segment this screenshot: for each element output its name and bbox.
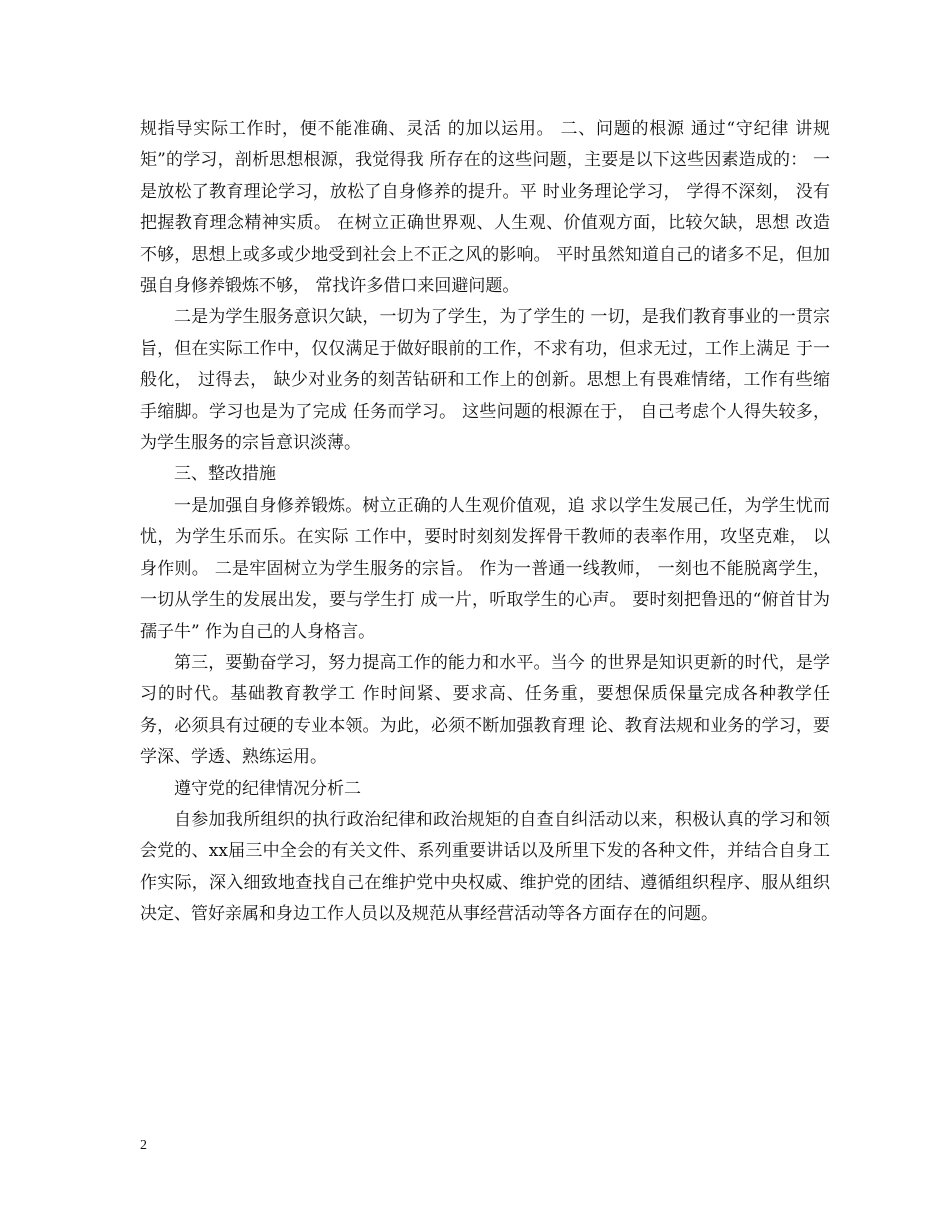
paragraph-diligent-study: 第三，要勤奋学习，努力提高工作的能力和水平。当今 的世界是知识更新的时代，是学习的时代。基础教育教学工 作时间紧、要求高、任务重，要想保质保量完成各种教学任 务，必须具有过硬的专业本领。为此，必须不断加强教育理 论、教育法规和业务的学习，要学深、学透、熟练运用。 <box>140 652 830 768</box>
paragraph-service-awareness: 二是为学生服务意识欠缺，一切为了学生，为了学生的 一切，是我们教育事业的一贯宗旨，但在实际工作中，仅仅满足于做好眼前的工作，不求有功，但求无过，工作上满足 于一般化， 过得去， 缺少对业务的刻苦钻研和工作上的创新。思想上有畏难情绪，工作有些缩手缩脚。学习也是为了完成 任务而学习。 这些问题的根源在于， 自己考虑个人得失较多， 为学生服务的宗旨意识淡薄。 <box>140 307 830 454</box>
section-heading-rectification: 三、整改措施 <box>174 464 276 485</box>
paragraph-root-causes: 规指导实际工作时，便不能准确、灵活 的加以运用。 二、问题的根源 通过“守纪律 讲规矩”的学习，剖析思想根源，我觉得我 所存在的这些问题，主要是以下这些因素造成的： 一是放松了教育理论学习，放松了自身修养的提升。平 时业务理论学习， 学得不深刻， 没有把握教育理念精神实质。 在树立正确世界观、人生观、价值观方面，比较欠缺，思想 改造不够，思想上或多或少地受到社会上不正之风的影响。 平时虽然知道自己的诸多不足，但加强自身修养锻炼不够， 常找许多借口来回避问题。 <box>140 119 830 297</box>
paragraph-self-cultivation: 一是加强自身修养锻炼。树立正确的人生观价值观，追 求以学生发展己任，为学生忧而忧，为学生乐而乐。在实际 工作中，要时时刻刻发挥骨干教师的表率作用，攻坚克难， 以身作则。 二是牢固树立为学生服务的宗旨。 作为一普通一线教师， 一刻也不能脱离学生，一切从学生的发展出发，要与学生打 成一片，听取学生的心声。 要时刻把鲁迅的“俯首甘为孺子牛” 作为自己的人身格言。 <box>140 495 830 642</box>
section-heading-analysis-two: 遵守党的纪律情况分析二 <box>174 778 361 799</box>
document-body <box>140 114 830 931</box>
page-number: 2 <box>140 1138 147 1153</box>
paragraph-self-inspection: 自参加我所组织的执行政治纪律和政治规矩的自查自纠活动以来，积极认真的学习和领会党的、xx届三中全会的有关文件、系列重要讲话以及所里下发的各种文件，并结合自身工作实际，深入细致地查找自己在维护党中央权威、维护党的团结、遵循组织程序、服从组织决定、管好亲属和身边工作人员以及规范从事经营活动等各方面存在的问题。 <box>140 809 830 925</box>
